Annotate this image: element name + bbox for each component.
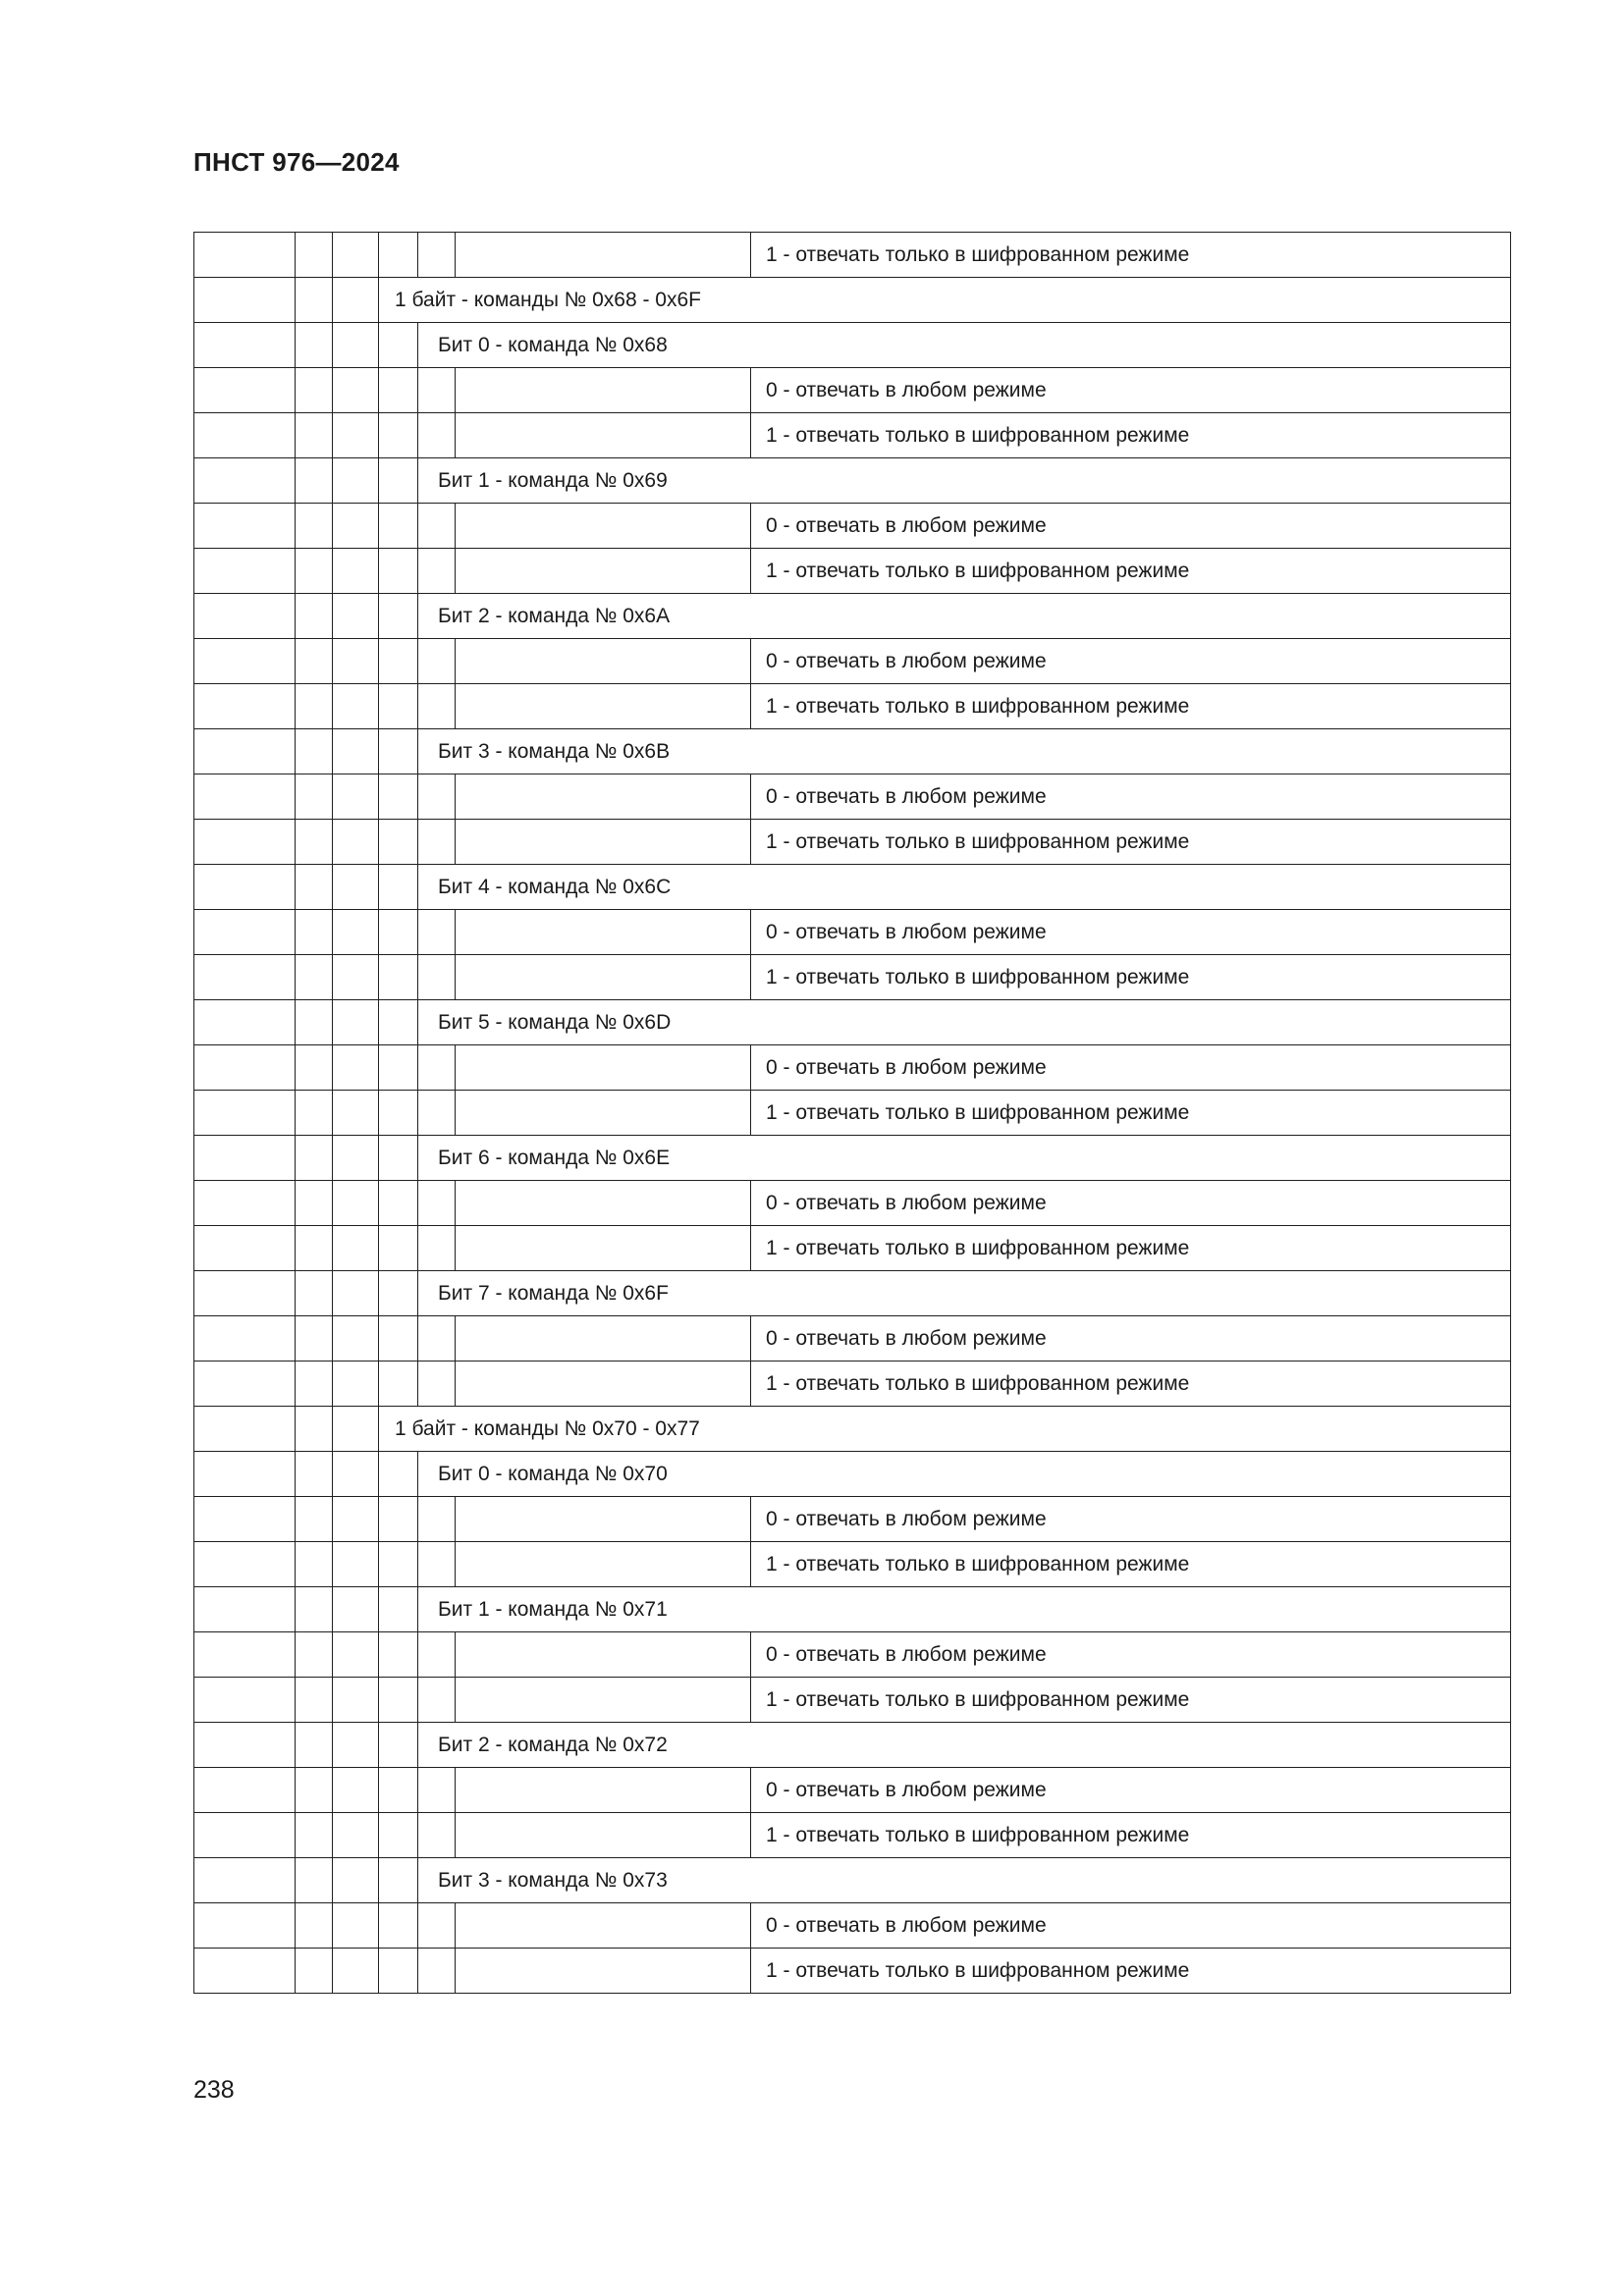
value-description-cell: 0 - отвечать в любом режиме	[751, 1497, 1511, 1542]
empty-cell	[456, 1226, 751, 1271]
table-row	[194, 458, 1511, 504]
empty-cell	[194, 639, 296, 684]
empty-cell	[333, 1316, 379, 1362]
empty-cell	[194, 1271, 296, 1316]
empty-cell	[333, 1903, 379, 1949]
empty-cell	[379, 233, 418, 278]
value-description-cell: 0 - отвечать в любом режиме	[751, 368, 1511, 413]
value-description-cell: 1 - отвечать только в шифрованном режиме	[751, 1813, 1511, 1858]
empty-cell	[296, 549, 333, 594]
empty-cell	[456, 1181, 751, 1226]
empty-cell	[456, 955, 751, 1000]
byte-label-cell: 1 байт - команды № 0x68 - 0x6F	[379, 278, 1511, 323]
empty-cell	[333, 1362, 379, 1407]
empty-cell	[194, 1452, 296, 1497]
table-row	[194, 1632, 1511, 1678]
table-row	[194, 1678, 1511, 1723]
empty-cell	[296, 1678, 333, 1723]
empty-cell	[456, 1045, 751, 1091]
empty-cell	[333, 278, 379, 323]
empty-cell	[333, 1091, 379, 1136]
table-row	[194, 1768, 1511, 1813]
empty-cell	[379, 458, 418, 504]
empty-cell	[194, 955, 296, 1000]
empty-cell	[379, 1452, 418, 1497]
empty-cell	[379, 1542, 418, 1587]
empty-cell	[296, 639, 333, 684]
bit-label-cell: Бит 2 - команда № 0x72	[418, 1723, 1511, 1768]
table-row	[194, 639, 1511, 684]
empty-cell	[418, 955, 456, 1000]
table-row	[194, 1045, 1511, 1091]
document-header: ПНСТ 976—2024	[193, 147, 400, 177]
value-description-cell: 0 - отвечать в любом режиме	[751, 1045, 1511, 1091]
empty-cell	[296, 323, 333, 368]
table-row	[194, 1271, 1511, 1316]
empty-cell	[333, 729, 379, 774]
empty-cell	[379, 504, 418, 549]
empty-cell	[333, 413, 379, 458]
empty-cell	[296, 1316, 333, 1362]
empty-cell	[296, 1091, 333, 1136]
empty-cell	[379, 1316, 418, 1362]
bit-label-cell: Бит 4 - команда № 0x6C	[418, 865, 1511, 910]
empty-cell	[456, 774, 751, 820]
table-row	[194, 323, 1511, 368]
empty-cell	[379, 1632, 418, 1678]
empty-cell	[379, 323, 418, 368]
empty-cell	[194, 1316, 296, 1362]
empty-cell	[194, 774, 296, 820]
empty-cell	[333, 549, 379, 594]
table-row	[194, 1316, 1511, 1362]
value-description-cell: 0 - отвечать в любом режиме	[751, 1768, 1511, 1813]
empty-cell	[194, 458, 296, 504]
empty-cell	[379, 1181, 418, 1226]
table-row	[194, 1813, 1511, 1858]
table-row	[194, 594, 1511, 639]
empty-cell	[333, 1136, 379, 1181]
empty-cell	[379, 1271, 418, 1316]
empty-cell	[296, 1723, 333, 1768]
table-row	[194, 1000, 1511, 1045]
empty-cell	[296, 594, 333, 639]
empty-cell	[296, 1452, 333, 1497]
table-row	[194, 955, 1511, 1000]
value-description-cell: 1 - отвечать только в шифрованном режиме	[751, 820, 1511, 865]
empty-cell	[296, 1181, 333, 1226]
empty-cell	[296, 684, 333, 729]
empty-cell	[296, 1858, 333, 1903]
empty-cell	[194, 865, 296, 910]
empty-cell	[379, 820, 418, 865]
empty-cell	[333, 1723, 379, 1768]
empty-cell	[456, 233, 751, 278]
empty-cell	[456, 910, 751, 955]
empty-cell	[333, 865, 379, 910]
empty-cell	[333, 1000, 379, 1045]
table-row	[194, 1587, 1511, 1632]
empty-cell	[456, 1903, 751, 1949]
empty-cell	[379, 1226, 418, 1271]
empty-cell	[296, 233, 333, 278]
empty-cell	[379, 955, 418, 1000]
empty-cell	[333, 955, 379, 1000]
bit-label-cell: Бит 1 - команда № 0x71	[418, 1587, 1511, 1632]
empty-cell	[194, 1723, 296, 1768]
empty-cell	[333, 1542, 379, 1587]
empty-cell	[333, 1452, 379, 1497]
value-description-cell: 1 - отвечать только в шифрованном режиме	[751, 549, 1511, 594]
empty-cell	[379, 1000, 418, 1045]
empty-cell	[333, 1768, 379, 1813]
empty-cell	[333, 504, 379, 549]
empty-cell	[418, 1497, 456, 1542]
table-row	[194, 1136, 1511, 1181]
value-description-cell: 1 - отвечать только в шифрованном режиме	[751, 1949, 1511, 1994]
empty-cell	[296, 955, 333, 1000]
empty-cell	[194, 1632, 296, 1678]
empty-cell	[194, 413, 296, 458]
value-description-cell: 0 - отвечать в любом режиме	[751, 639, 1511, 684]
value-description-cell: 0 - отвечать в любом режиме	[751, 1316, 1511, 1362]
table-row	[194, 1407, 1511, 1452]
empty-cell	[456, 1362, 751, 1407]
empty-cell	[456, 1632, 751, 1678]
empty-cell	[296, 1000, 333, 1045]
empty-cell	[456, 413, 751, 458]
empty-cell	[418, 1362, 456, 1407]
table-row	[194, 1362, 1511, 1407]
table-row	[194, 504, 1511, 549]
bit-label-cell: Бит 5 - команда № 0x6D	[418, 1000, 1511, 1045]
bit-label-cell: Бит 3 - команда № 0x73	[418, 1858, 1511, 1903]
empty-cell	[333, 774, 379, 820]
empty-cell	[456, 1091, 751, 1136]
empty-cell	[296, 1407, 333, 1452]
table-row	[194, 368, 1511, 413]
empty-cell	[418, 820, 456, 865]
empty-cell	[296, 1362, 333, 1407]
empty-cell	[456, 820, 751, 865]
empty-cell	[194, 729, 296, 774]
empty-cell	[418, 639, 456, 684]
value-description-cell: 0 - отвечать в любом режиме	[751, 1903, 1511, 1949]
empty-cell	[194, 1949, 296, 1994]
value-description-cell: 1 - отвечать только в шифрованном режиме	[751, 1091, 1511, 1136]
empty-cell	[418, 1226, 456, 1271]
empty-cell	[379, 729, 418, 774]
empty-cell	[418, 233, 456, 278]
empty-cell	[333, 1587, 379, 1632]
empty-cell	[333, 1271, 379, 1316]
table-row	[194, 1903, 1511, 1949]
empty-cell	[296, 458, 333, 504]
table-row	[194, 233, 1511, 278]
empty-cell	[194, 1045, 296, 1091]
empty-cell	[379, 1362, 418, 1407]
bit-label-cell: Бит 0 - команда № 0x68	[418, 323, 1511, 368]
empty-cell	[194, 1903, 296, 1949]
empty-cell	[194, 1542, 296, 1587]
empty-cell	[194, 1678, 296, 1723]
value-description-cell: 0 - отвечать в любом режиме	[751, 910, 1511, 955]
empty-cell	[296, 413, 333, 458]
empty-cell	[456, 639, 751, 684]
value-description-cell: 1 - отвечать только в шифрованном режиме	[751, 1542, 1511, 1587]
empty-cell	[379, 413, 418, 458]
empty-cell	[456, 368, 751, 413]
value-description-cell: 0 - отвечать в любом режиме	[751, 504, 1511, 549]
empty-cell	[296, 820, 333, 865]
value-description-cell: 0 - отвечать в любом режиме	[751, 1632, 1511, 1678]
table-row	[194, 1858, 1511, 1903]
empty-cell	[379, 1903, 418, 1949]
bit-label-cell: Бит 1 - команда № 0x69	[418, 458, 1511, 504]
empty-cell	[296, 1542, 333, 1587]
empty-cell	[456, 1678, 751, 1723]
empty-cell	[379, 1723, 418, 1768]
empty-cell	[379, 594, 418, 639]
empty-cell	[333, 1407, 379, 1452]
empty-cell	[333, 910, 379, 955]
empty-cell	[296, 1813, 333, 1858]
table-row	[194, 1723, 1511, 1768]
empty-cell	[418, 413, 456, 458]
empty-cell	[333, 368, 379, 413]
empty-cell	[194, 1587, 296, 1632]
bit-label-cell: Бит 7 - команда № 0x6F	[418, 1271, 1511, 1316]
table-row	[194, 865, 1511, 910]
empty-cell	[379, 549, 418, 594]
empty-cell	[418, 1632, 456, 1678]
empty-cell	[379, 774, 418, 820]
empty-cell	[379, 1497, 418, 1542]
empty-cell	[456, 1316, 751, 1362]
empty-cell	[333, 1632, 379, 1678]
empty-cell	[194, 368, 296, 413]
empty-cell	[296, 1903, 333, 1949]
empty-cell	[194, 1858, 296, 1903]
empty-cell	[194, 910, 296, 955]
empty-cell	[296, 1587, 333, 1632]
empty-cell	[296, 1271, 333, 1316]
bit-label-cell: Бит 3 - команда № 0x6B	[418, 729, 1511, 774]
table-row	[194, 413, 1511, 458]
empty-cell	[333, 1045, 379, 1091]
empty-cell	[379, 1091, 418, 1136]
empty-cell	[194, 1181, 296, 1226]
bit-label-cell: Бит 2 - команда № 0x6A	[418, 594, 1511, 639]
empty-cell	[379, 865, 418, 910]
empty-cell	[296, 278, 333, 323]
page-number: 238	[193, 2076, 235, 2104]
empty-cell	[333, 1678, 379, 1723]
empty-cell	[418, 774, 456, 820]
empty-cell	[296, 1768, 333, 1813]
empty-cell	[418, 1949, 456, 1994]
table-row	[194, 729, 1511, 774]
empty-cell	[296, 1949, 333, 1994]
empty-cell	[418, 1316, 456, 1362]
empty-cell	[296, 1497, 333, 1542]
empty-cell	[194, 820, 296, 865]
empty-cell	[379, 1858, 418, 1903]
empty-cell	[194, 1407, 296, 1452]
empty-cell	[418, 1768, 456, 1813]
empty-cell	[456, 1542, 751, 1587]
empty-cell	[333, 1858, 379, 1903]
empty-cell	[194, 684, 296, 729]
empty-cell	[379, 1813, 418, 1858]
empty-cell	[379, 1045, 418, 1091]
value-description-cell: 1 - отвечать только в шифрованном режиме	[751, 684, 1511, 729]
value-description-cell: 1 - отвечать только в шифрованном режиме	[751, 1362, 1511, 1407]
empty-cell	[379, 1587, 418, 1632]
empty-cell	[194, 278, 296, 323]
empty-cell	[418, 1181, 456, 1226]
empty-cell	[194, 504, 296, 549]
empty-cell	[418, 1813, 456, 1858]
table-row	[194, 278, 1511, 323]
empty-cell	[379, 684, 418, 729]
table-row	[194, 774, 1511, 820]
empty-cell	[296, 1226, 333, 1271]
command-bit-table	[193, 232, 1511, 1994]
empty-cell	[194, 1362, 296, 1407]
empty-cell	[456, 1768, 751, 1813]
table-row	[194, 1497, 1511, 1542]
table-row	[194, 1542, 1511, 1587]
empty-cell	[296, 1045, 333, 1091]
empty-cell	[333, 233, 379, 278]
table-row	[194, 1949, 1511, 1994]
value-description-cell: 1 - отвечать только в шифрованном режиме	[751, 1226, 1511, 1271]
empty-cell	[333, 1813, 379, 1858]
table-row	[194, 684, 1511, 729]
empty-cell	[333, 594, 379, 639]
empty-cell	[296, 1136, 333, 1181]
empty-cell	[194, 1768, 296, 1813]
empty-cell	[296, 368, 333, 413]
table-row	[194, 820, 1511, 865]
bit-label-cell: Бит 0 - команда № 0x70	[418, 1452, 1511, 1497]
empty-cell	[194, 1091, 296, 1136]
empty-cell	[379, 1949, 418, 1994]
table-row	[194, 1181, 1511, 1226]
value-description-cell: 0 - отвечать в любом режиме	[751, 774, 1511, 820]
table-row	[194, 549, 1511, 594]
value-description-cell: 1 - отвечать только в шифрованном режиме	[751, 955, 1511, 1000]
empty-cell	[379, 639, 418, 684]
empty-cell	[296, 504, 333, 549]
table-row	[194, 1226, 1511, 1271]
empty-cell	[333, 323, 379, 368]
empty-cell	[418, 549, 456, 594]
empty-cell	[333, 639, 379, 684]
byte-label-cell: 1 байт - команды № 0x70 - 0x77	[379, 1407, 1511, 1452]
empty-cell	[194, 1226, 296, 1271]
empty-cell	[194, 594, 296, 639]
value-description-cell: 1 - отвечать только в шифрованном режиме	[751, 1678, 1511, 1723]
empty-cell	[333, 1497, 379, 1542]
empty-cell	[418, 504, 456, 549]
value-description-cell: 1 - отвечать только в шифрованном режиме	[751, 233, 1511, 278]
empty-cell	[296, 910, 333, 955]
empty-cell	[333, 1949, 379, 1994]
table-row	[194, 910, 1511, 955]
empty-cell	[194, 549, 296, 594]
empty-cell	[296, 774, 333, 820]
empty-cell	[418, 1678, 456, 1723]
empty-cell	[333, 1181, 379, 1226]
empty-cell	[418, 684, 456, 729]
empty-cell	[333, 820, 379, 865]
empty-cell	[333, 1226, 379, 1271]
empty-cell	[194, 233, 296, 278]
empty-cell	[379, 1136, 418, 1181]
empty-cell	[456, 1813, 751, 1858]
empty-cell	[296, 1632, 333, 1678]
empty-cell	[456, 1949, 751, 1994]
table-row	[194, 1452, 1511, 1497]
empty-cell	[418, 1542, 456, 1587]
empty-cell	[379, 910, 418, 955]
empty-cell	[194, 1000, 296, 1045]
empty-cell	[194, 1813, 296, 1858]
empty-cell	[194, 323, 296, 368]
value-description-cell: 0 - отвечать в любом режиме	[751, 1181, 1511, 1226]
empty-cell	[418, 1903, 456, 1949]
empty-cell	[296, 729, 333, 774]
empty-cell	[456, 1497, 751, 1542]
empty-cell	[418, 910, 456, 955]
bit-label-cell: Бит 6 - команда № 0x6E	[418, 1136, 1511, 1181]
empty-cell	[418, 1091, 456, 1136]
empty-cell	[418, 1045, 456, 1091]
empty-cell	[456, 684, 751, 729]
empty-cell	[194, 1497, 296, 1542]
table-row	[194, 1091, 1511, 1136]
empty-cell	[333, 458, 379, 504]
empty-cell	[296, 865, 333, 910]
empty-cell	[418, 368, 456, 413]
empty-cell	[194, 1136, 296, 1181]
empty-cell	[456, 549, 751, 594]
empty-cell	[333, 684, 379, 729]
empty-cell	[379, 1768, 418, 1813]
empty-cell	[379, 368, 418, 413]
empty-cell	[456, 504, 751, 549]
empty-cell	[379, 1678, 418, 1723]
value-description-cell: 1 - отвечать только в шифрованном режиме	[751, 413, 1511, 458]
